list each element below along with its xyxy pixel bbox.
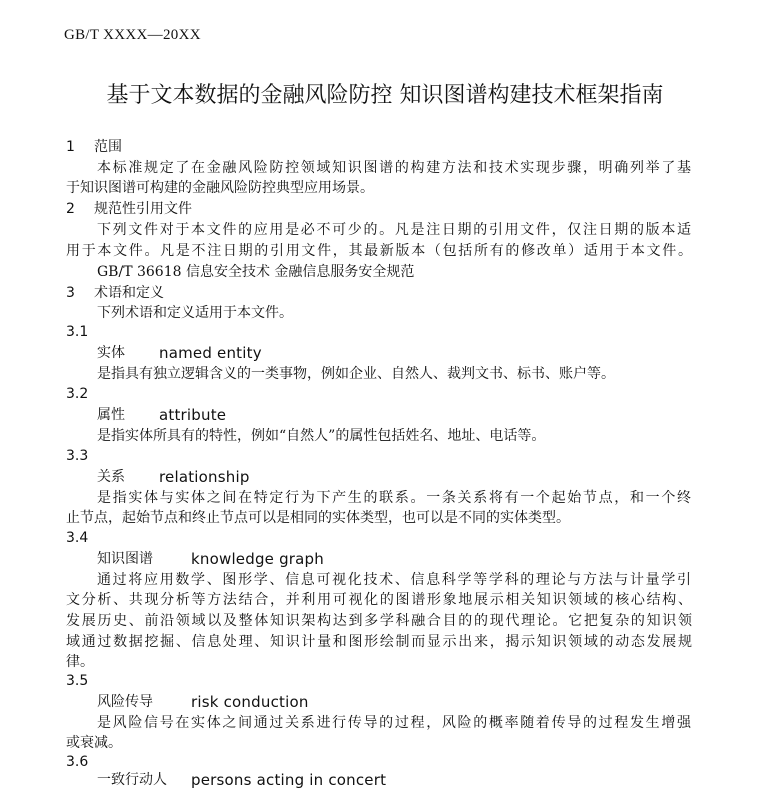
paragraph-line: 下列文件对于本文件的应用是必不可少的。凡是注日期的引用文件，仅注日期的版本适: [97, 222, 691, 238]
section-1-heading: [66, 137, 692, 157]
term-english: attribute: [159, 406, 227, 424]
term-number: 3.3: [66, 448, 89, 464]
section-3-heading: [66, 283, 692, 303]
document-title: 基于文本数据的金融风险防控 知识图谱构建技术框架指南: [106, 83, 664, 108]
term-heading: [97, 467, 723, 487]
term-number: 3.6: [66, 754, 89, 770]
definition-line: 发展历史、前沿领域以及整体知识架构达到多学科融合目的的现代理论。它把复杂的知识领: [66, 613, 692, 629]
term-heading: [97, 770, 723, 790]
term-english: relationship: [159, 468, 250, 486]
term-english: knowledge graph: [191, 550, 324, 568]
definition-line: 是指具有独立逻辑含义的一类事物，例如企业、自然人、裁判文书、标书、账户等。: [97, 366, 615, 382]
definition-line: 律。: [66, 654, 94, 670]
section-number: 2: [66, 201, 75, 217]
paragraph-line: 用于本文件。凡是不注日期的引用文件，其最新版本（包括所有的修改单）适用于本文件。: [66, 243, 692, 259]
term-chinese: 关系: [97, 469, 125, 485]
term-heading: [97, 549, 723, 569]
term-chinese: 知识图谱: [97, 551, 153, 567]
definition-line: 是风险信号在实体之间通过关系进行传导的过程，风险的概率随着传导的过程发生增强: [97, 715, 691, 731]
term-number: 3.5: [66, 673, 89, 689]
term-chinese: 实体: [97, 345, 125, 361]
section-2-heading: [66, 199, 692, 219]
section-title: 范围: [94, 139, 122, 155]
term-number: 3.1: [66, 324, 89, 340]
term-heading: [97, 343, 723, 363]
term-chinese: 风险传导: [97, 694, 153, 710]
definition-line: 域通过数据挖掘、信息处理、知识计量和图形绘制而显示出来，揭示知识领域的动态发展规: [66, 634, 692, 650]
definition-line: 是指实体与实体之间在特定行为下产生的联系。一条关系将有一个起始节点，和一个终: [97, 490, 691, 506]
term-number: 3.4: [66, 530, 89, 546]
section-number: 1: [66, 139, 75, 155]
term-english: persons acting in concert: [191, 771, 387, 789]
definition-line: 通过将应用数学、图形学、信息可视化技术、信息科学等学科的理论与方法与计量学引: [97, 572, 691, 588]
section-number: 3: [66, 285, 75, 301]
paragraph-line: 下列术语和定义适用于本文件。: [97, 305, 293, 321]
term-heading: [97, 692, 723, 712]
section-title: 规范性引用文件: [94, 201, 192, 217]
definition-line: 是指实体所具有的特性，例如“自然人”的属性包括姓名、地址、电话等。: [97, 428, 546, 444]
term-english: named entity: [159, 344, 262, 362]
paragraph-line: 本标准规定了在金融风险防控领域知识图谱的构建方法和技术实现步骤，明确列举了基: [97, 160, 691, 176]
term-heading: [97, 405, 723, 425]
term-english: risk conduction: [191, 693, 309, 711]
definition-line: 文分析、共现分析等方法结合，并利用可视化的图谱形象地展示相关知识领域的核心结构、: [66, 592, 692, 608]
paragraph-line: 于知识图谱可构建的金融风险防控典型应用场景。: [66, 180, 374, 196]
term-chinese: 一致行动人: [97, 772, 167, 788]
definition-line: 止节点，起始节点和终止节点可以是相同的实体类型，也可以是不同的实体类型。: [66, 510, 570, 526]
normative-reference: GB/T 36618 信息安全技术 金融信息服务安全规范: [97, 264, 415, 280]
section-title: 术语和定义: [94, 285, 164, 301]
term-chinese: 属性: [97, 407, 125, 423]
standard-number: GB/T XXXX—20XX: [64, 27, 201, 43]
term-number: 3.2: [66, 386, 89, 402]
definition-line: 或衰减。: [66, 735, 122, 751]
